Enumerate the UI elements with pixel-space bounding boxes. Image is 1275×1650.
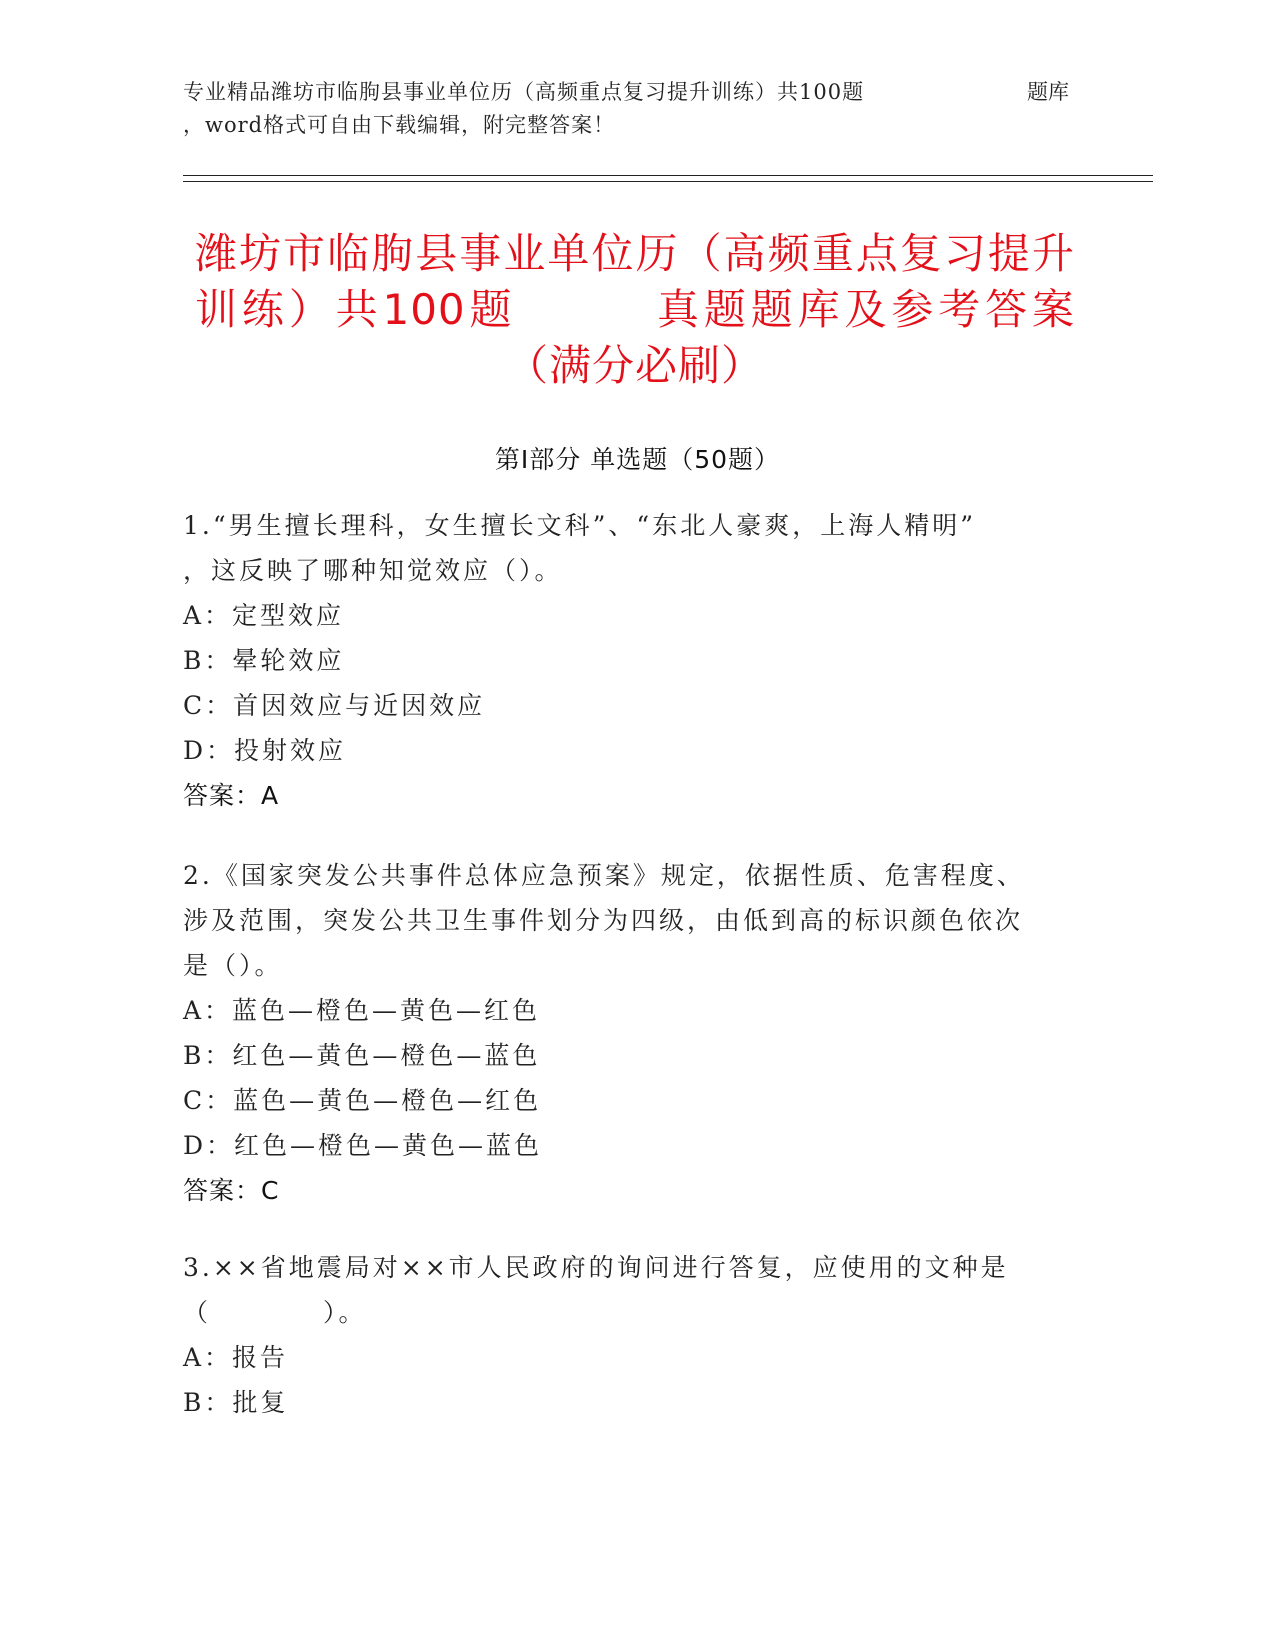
header-text: 专业精品潍坊市临朐县事业单位历（高频重点复习提升训练）共100题 xyxy=(183,80,865,104)
option-a: A：定型效应 xyxy=(183,601,345,630)
option-b: B：批复 xyxy=(183,1388,289,1417)
header-divider-bottom xyxy=(183,181,1153,182)
option-b: B：红色—黄色—橙色—蓝色 xyxy=(183,1041,541,1070)
header-divider-top xyxy=(183,175,1153,176)
option-d: D：红色—橙色—黄色—蓝色 xyxy=(183,1131,543,1160)
question-2 xyxy=(183,853,1063,1213)
header-right-text: 题库 xyxy=(1027,80,1069,104)
option-a: A：蓝色—橙色—黄色—红色 xyxy=(183,996,541,1025)
answer: 答案：A xyxy=(183,781,280,810)
question-text-line: 2.《国家突发公共事件总体应急预案》规定，依据性质、危害程度、 xyxy=(183,861,1025,890)
option-d: D：投射效应 xyxy=(183,736,347,765)
header-text-continued: ，word格式可自由下载编辑，附完整答案！ xyxy=(183,113,616,137)
question-text-line: 3.××省地震局对××市人民政府的询问进行答复，应使用的文种是 xyxy=(183,1253,1009,1282)
question-1 xyxy=(183,503,1063,818)
question-text-line: ，这反映了哪种知觉效应（）。 xyxy=(183,556,563,585)
option-c: C：首因效应与近因效应 xyxy=(183,691,486,720)
question-text-line: 是（）。 xyxy=(183,951,283,980)
option-c: C：蓝色—黄色—橙色—红色 xyxy=(183,1086,542,1115)
answer: 答案：C xyxy=(183,1176,280,1205)
option-b: B：晕轮效应 xyxy=(183,646,345,675)
question-text-line: （ ）。 xyxy=(183,1298,367,1327)
question-text-line: 涉及范围，突发公共卫生事件划分为四级，由低到高的标识颜色依次 xyxy=(183,906,1024,935)
section-heading: 第Ⅰ部分 单选题（50题） xyxy=(494,445,781,474)
option-a: A：报告 xyxy=(183,1343,289,1372)
document-title: 潍坊市临朐县事业单位历（高频重点复习提升训练）共100题 真题题库及参考答案（满分必刷） xyxy=(195,229,1075,390)
question-3 xyxy=(183,1245,1063,1425)
question-text-line: 1.“男生擅长理科，女生擅长文科”、“东北人豪爽，上海人精明” xyxy=(183,511,976,540)
